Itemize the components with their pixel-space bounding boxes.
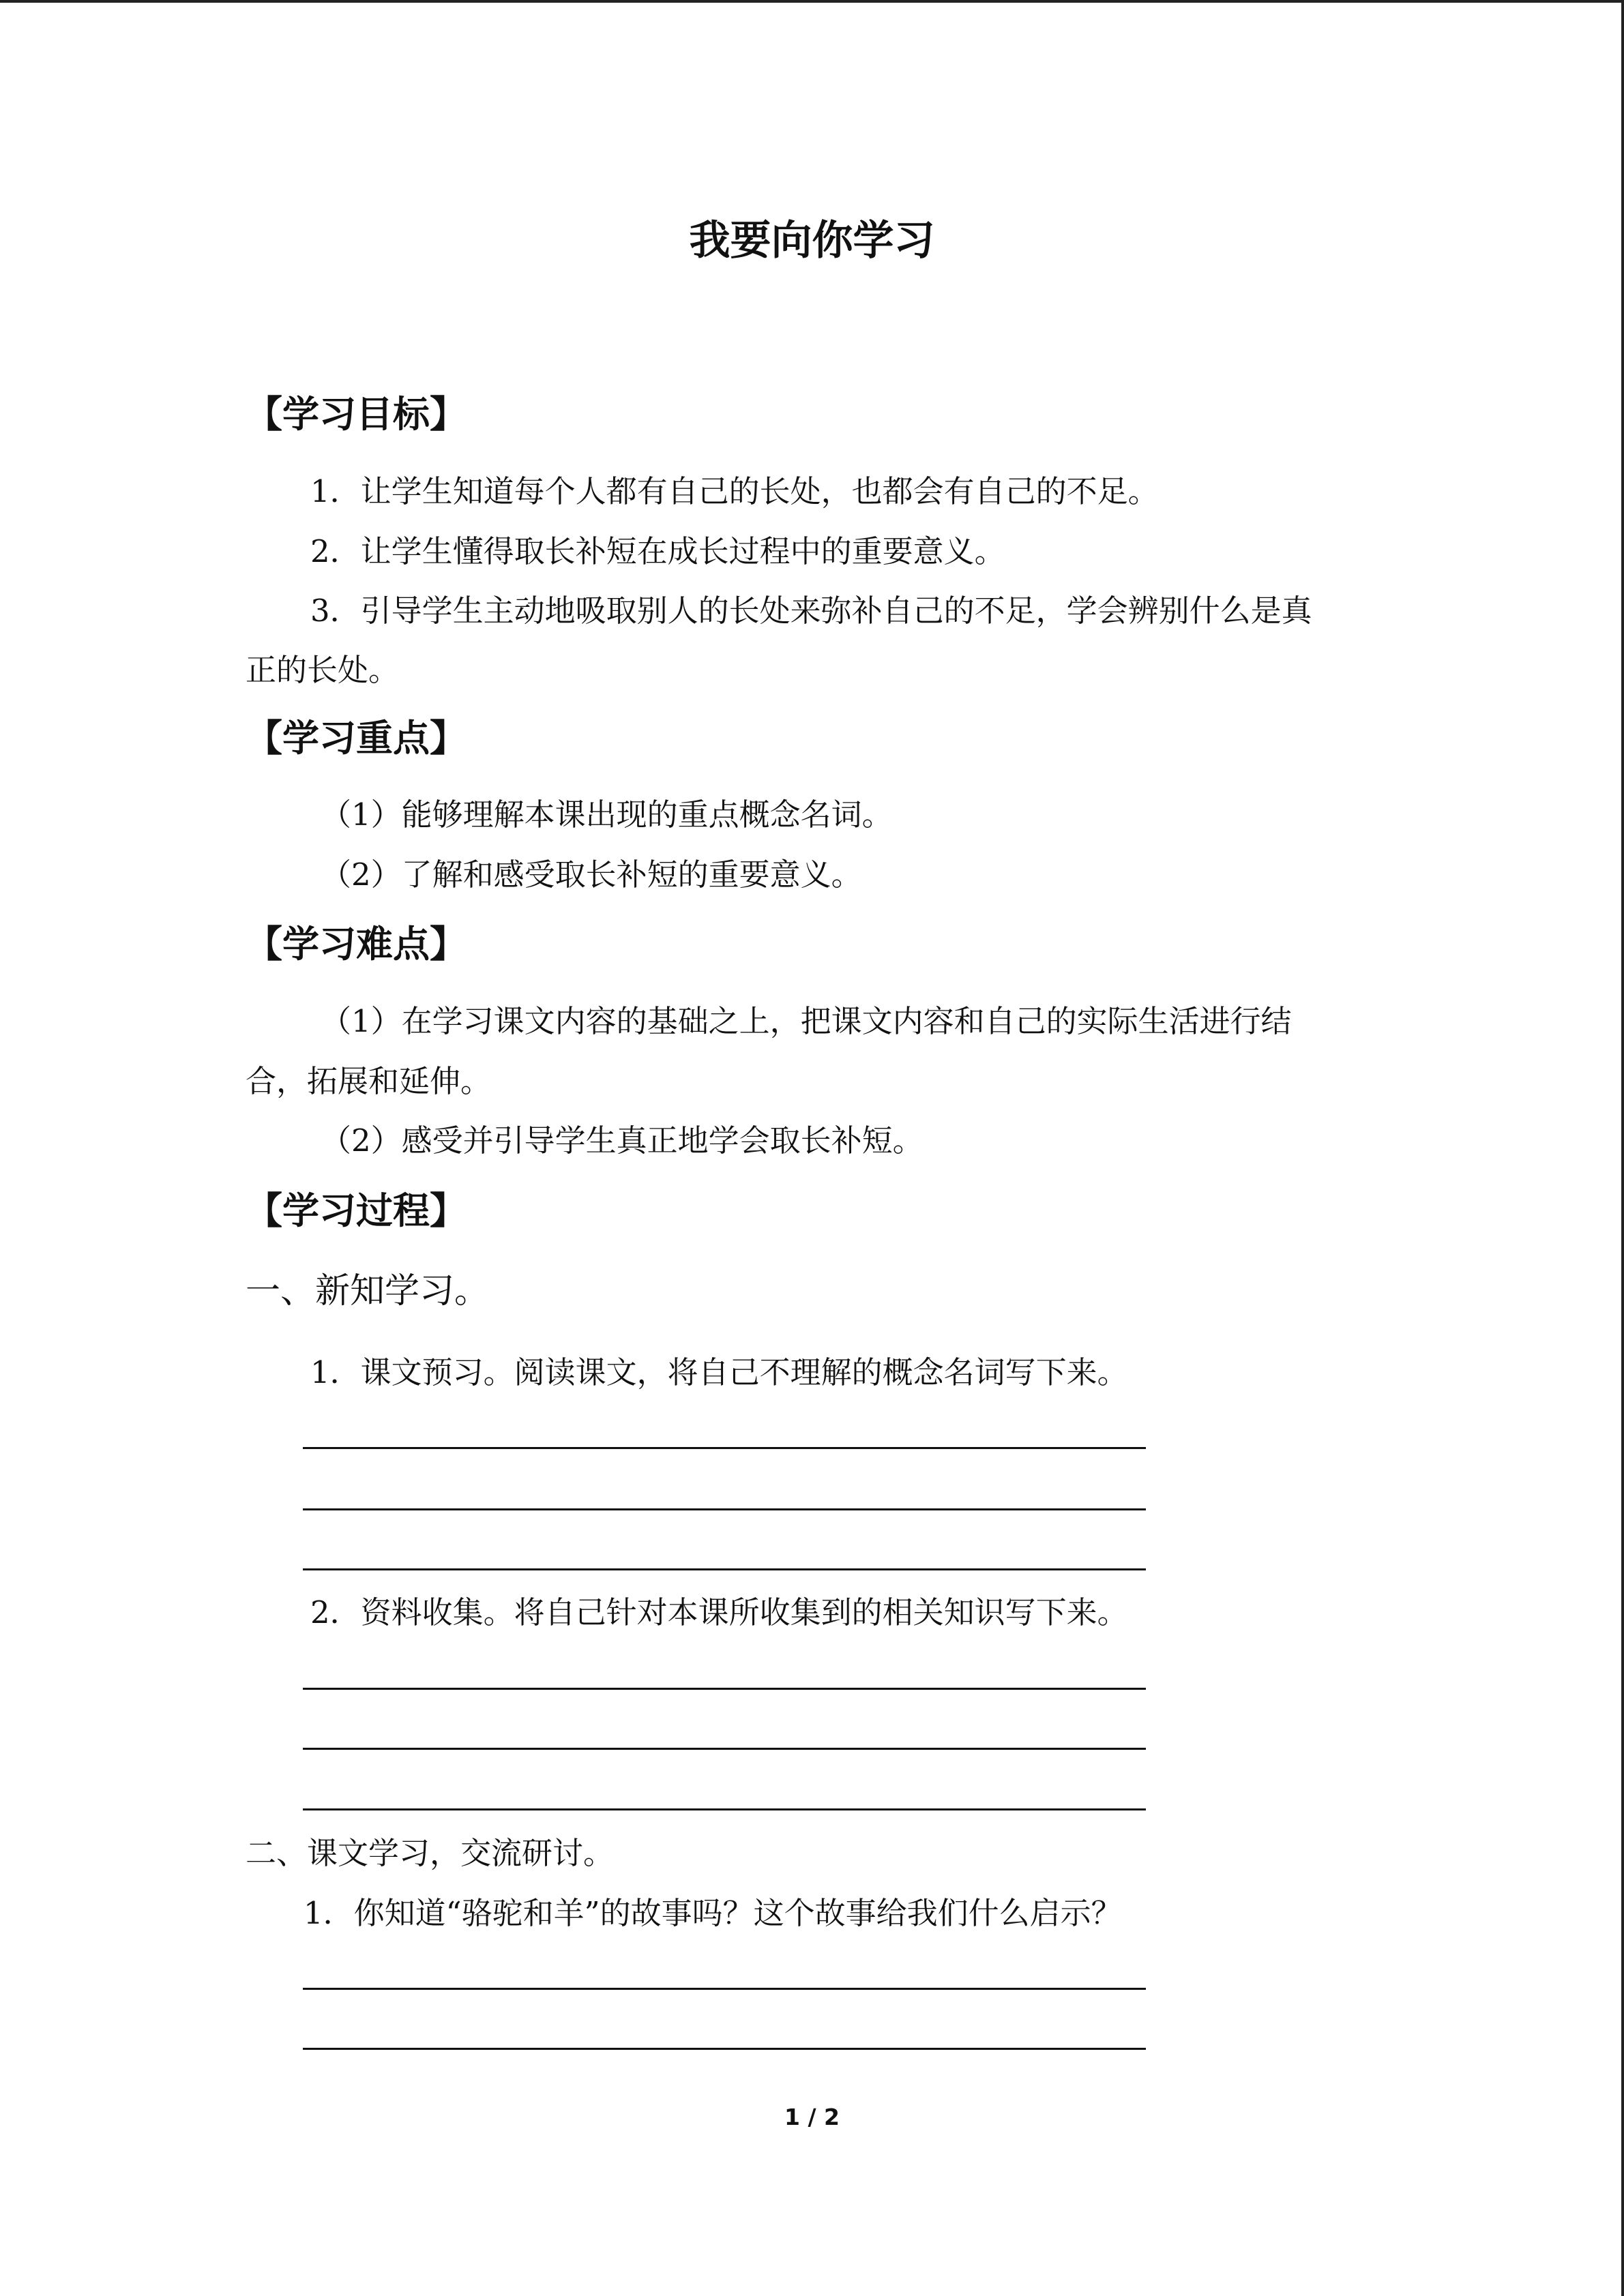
page-number: 1 / 2 [784, 2104, 840, 2130]
key-point-item-2: （2）了解和感受取长补短的重要意义。 [321, 856, 862, 893]
part1-question-1: 1．课文预习。阅读课文，将自己不理解的概念名词写下来。 [310, 1354, 1128, 1390]
page-border-right [1621, 0, 1624, 2296]
objective-item-2: 2．让学生懂得取长补短在成长过程中的重要意义。 [310, 533, 1005, 569]
answer-line[interactable] [303, 1508, 1146, 1510]
answer-line[interactable] [303, 1447, 1146, 1449]
answer-line[interactable] [303, 1988, 1146, 1990]
answer-line[interactable] [303, 1568, 1146, 1570]
objective-item-3: 3．引导学生主动地吸取别人的长处来弥补自己的不足，学会辨别什么是真 [310, 593, 1312, 629]
key-point-item-1: （1）能够理解本课出现的重点概念名词。 [321, 796, 893, 833]
difficulty-item-2: （2）感受并引导学生真正地学会取长补短。 [321, 1122, 924, 1159]
process-heading: 【学习过程】 [246, 1189, 467, 1232]
difficulty-item-1: （1）在学习课文内容的基础之上，把课文内容和自己的实际生活进行结 [321, 1003, 1292, 1039]
answer-line[interactable] [303, 1808, 1146, 1810]
part2-title: 二、课文学习，交流研讨。 [246, 1835, 615, 1871]
difficulties-heading: 【学习难点】 [246, 923, 467, 966]
key-points-heading: 【学习重点】 [246, 717, 467, 760]
answer-line[interactable] [303, 1748, 1146, 1750]
objectives-heading: 【学习目标】 [246, 393, 467, 436]
part1-question-2: 2．资料收集。将自己针对本课所收集到的相关知识写下来。 [310, 1594, 1128, 1630]
objective-item-1: 1．让学生知道每个人都有自己的长处，也都会有自己的不足。 [310, 473, 1159, 509]
part2-question-1: 1．你知道“骆驼和羊”的故事吗？这个故事给我们什么启示？ [304, 1895, 1122, 1931]
answer-line[interactable] [303, 1688, 1146, 1690]
objective-item-3-cont: 正的长处。 [246, 652, 400, 688]
part1-title: 一、新知学习。 [246, 1271, 490, 1311]
page-title: 我要向你学习 [689, 217, 935, 265]
answer-line[interactable] [303, 2048, 1146, 2050]
difficulty-item-1-cont: 合，拓展和延伸。 [246, 1063, 492, 1099]
page-border-top [0, 0, 1624, 3]
